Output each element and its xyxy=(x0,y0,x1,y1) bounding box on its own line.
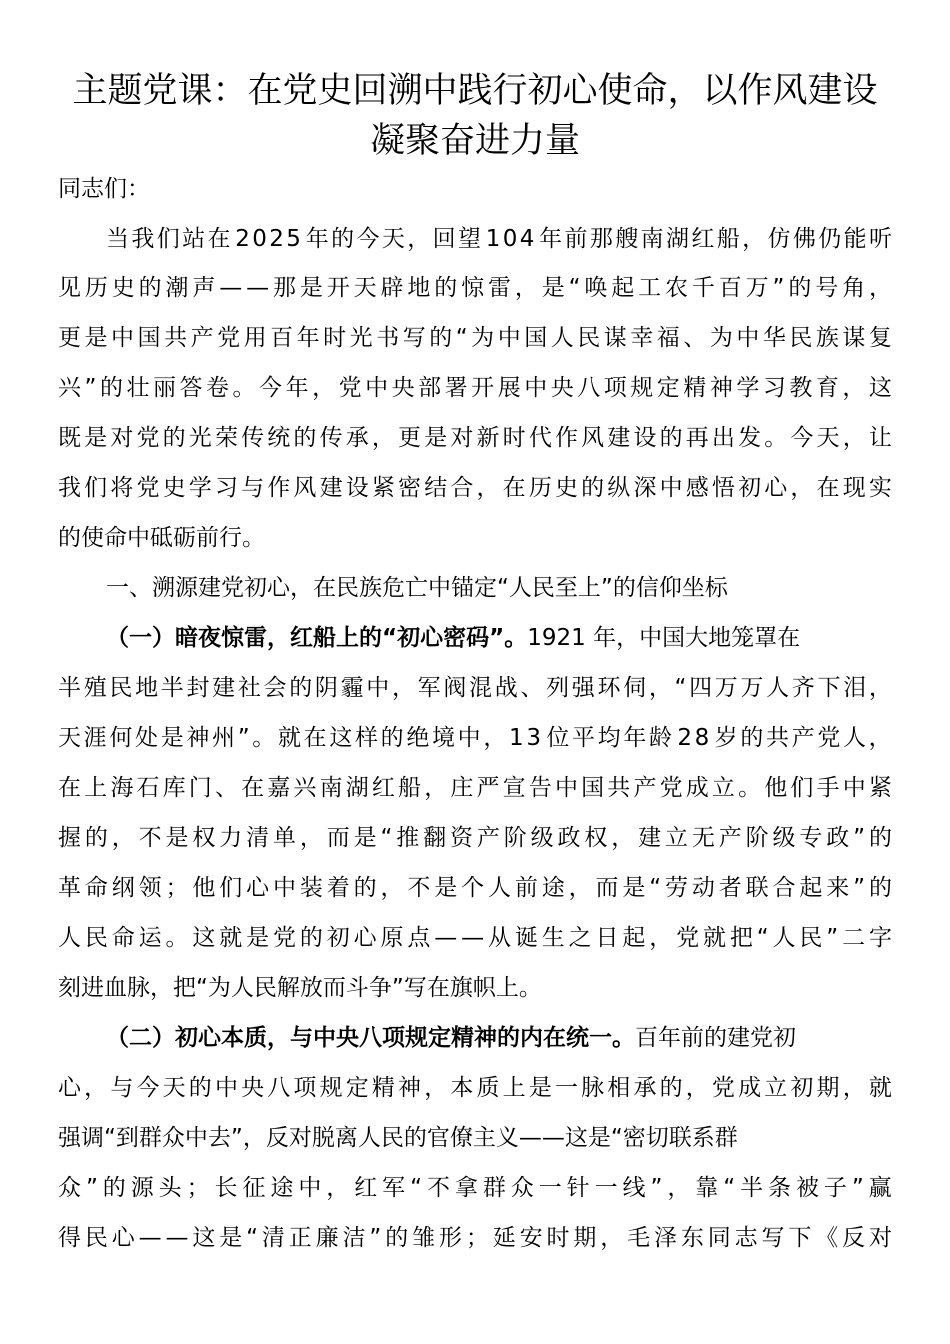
subsection-heading: （一）暗夜惊雷，红船上的“初心密码”。 xyxy=(106,625,528,651)
subsection-first-line: （二）初心本质，与中央八项规定精神的内在统一。百年前的建党初 xyxy=(106,1025,796,1051)
body-line: 在 上 海 石 库 门 、 在 嘉 兴 南 湖 红 船 ， 庄 严 宣 告 中 国 共 产 党 成 立 。 他 们 手 中 紧 xyxy=(58,775,892,801)
intro-line: 既 是 对 党 的 光 荣 传 统 的 传 承 ， 更 是 对 新 时 代 作 风 建 设 的 再 出 发 。 今 天 ， 让 xyxy=(58,425,892,451)
intro-line: 我 们 将 党 史 学 习 与 作 风 建 设 紧 密 结 合 ， 在 历 史 的 纵 深 中 感 悟 初 心 ， 在 现 实 xyxy=(58,475,892,501)
body-line: 得 民 心 — — 这 是 “ 清 正 廉 洁 ” 的 雏 形 ； 延 安 时 期 ， 毛 泽 东 同 志 写 下 《 反 对 xyxy=(58,1225,892,1251)
body-line: 人 民 命 运 。 这 就 是 党 的 初 心 原 点 — — 从 诞 生 之 日 起 ， 党 就 把 “ 人 民 ” 二 字 xyxy=(58,925,892,951)
body-line: 刻进血脉，把“为人民解放而斗争”写在旗帜上。 xyxy=(58,975,542,1001)
body-line: 众 ” 的 源 头 ； 长 征 途 中 ， 红 军 “ 不 拿 群 众 一 针 一 线 ” ， 靠 “ 半 条 被 子 ” 赢 xyxy=(58,1175,892,1201)
body-line: 天 涯 何 处 是 神 州 ” 。 就 在 这 样 的 绝 境 中 ， 1 3 位 平 均 年 龄 2 8 岁 的 共 产 党 人 ， xyxy=(58,725,892,751)
intro-line: 更 是 中 国 共 产 党 用 百 年 时 光 书 写 的 “ 为 中 国 人 民 谋 幸 福 、 为 中 华 民 族 谋 复 xyxy=(58,325,892,351)
body-line: 心 ， 与 今 天 的 中 央 八 项 规 定 精 神 ， 本 质 上 是 一 脉 相 承 的 ， 党 成 立 初 期 ， 就 xyxy=(58,1075,892,1101)
body-line: 强调“到群众中去”，反对脱离人民的官僚主义——这是“密切联系群 xyxy=(58,1125,738,1151)
intro-line: 当 我 们 站 在 2 0 2 5 年 的 今 天 ， 回 望 1 0 4 年 前 那 艘 南 湖 红 船 ， 仿 佛 仍 能 听 xyxy=(106,226,892,252)
body-line: 革 命 纲 领 ； 他 们 心 中 装 着 的 ， 不 是 个 人 前 途 ， 而 是 “ 劳 动 者 联 合 起 来 ” 的 xyxy=(58,875,892,901)
subsection-first-line: （一）暗夜惊雷，红船上的“初心密码”。1921 年，中国大地笼罩在 xyxy=(106,625,801,651)
body-line: 半 殖 民 地 半 封 建 社 会 的 阴 霾 中 ， 军 阀 混 战 、 列 强 环 伺 ， “ 四 万 万 人 齐 下 泪 ， xyxy=(58,675,892,701)
intro-line: 见 历 史 的 潮 声 — — 那 是 开 天 辟 地 的 惊 雷 ， 是 “ 唤 起 工 农 千 百 万 ” 的 号 角 ， xyxy=(58,275,892,301)
document-title xyxy=(50,66,900,166)
intro-line: 的使命中砥砺前行。 xyxy=(58,525,265,551)
greeting: 同志们： xyxy=(58,176,150,202)
subsection-heading: （二）初心本质，与中央八项规定精神的内在统一。 xyxy=(106,1025,635,1051)
title-line-1: 主题党课：在党史回溯中践行初心使命，以作风建设 xyxy=(72,71,878,111)
body-line: 握 的 ， 不 是 权 力 清 单 ， 而 是 “ 推 翻 资 产 阶 级 政 权 ， 建 立 无 产 阶 级 专 政 ” 的 xyxy=(58,825,892,851)
intro-line: 兴 ” 的 壮 丽 答 卷 。 今 年 ， 党 中 央 部 署 开 展 中 央 八 项 规 定 精 神 学 习 教 育 ， 这 xyxy=(58,375,892,401)
title-line-2: 凝聚奋进力量 xyxy=(369,121,580,161)
section-heading: 一、溯源建党初心，在民族危亡中锚定“人民至上”的信仰坐标 xyxy=(106,575,728,601)
